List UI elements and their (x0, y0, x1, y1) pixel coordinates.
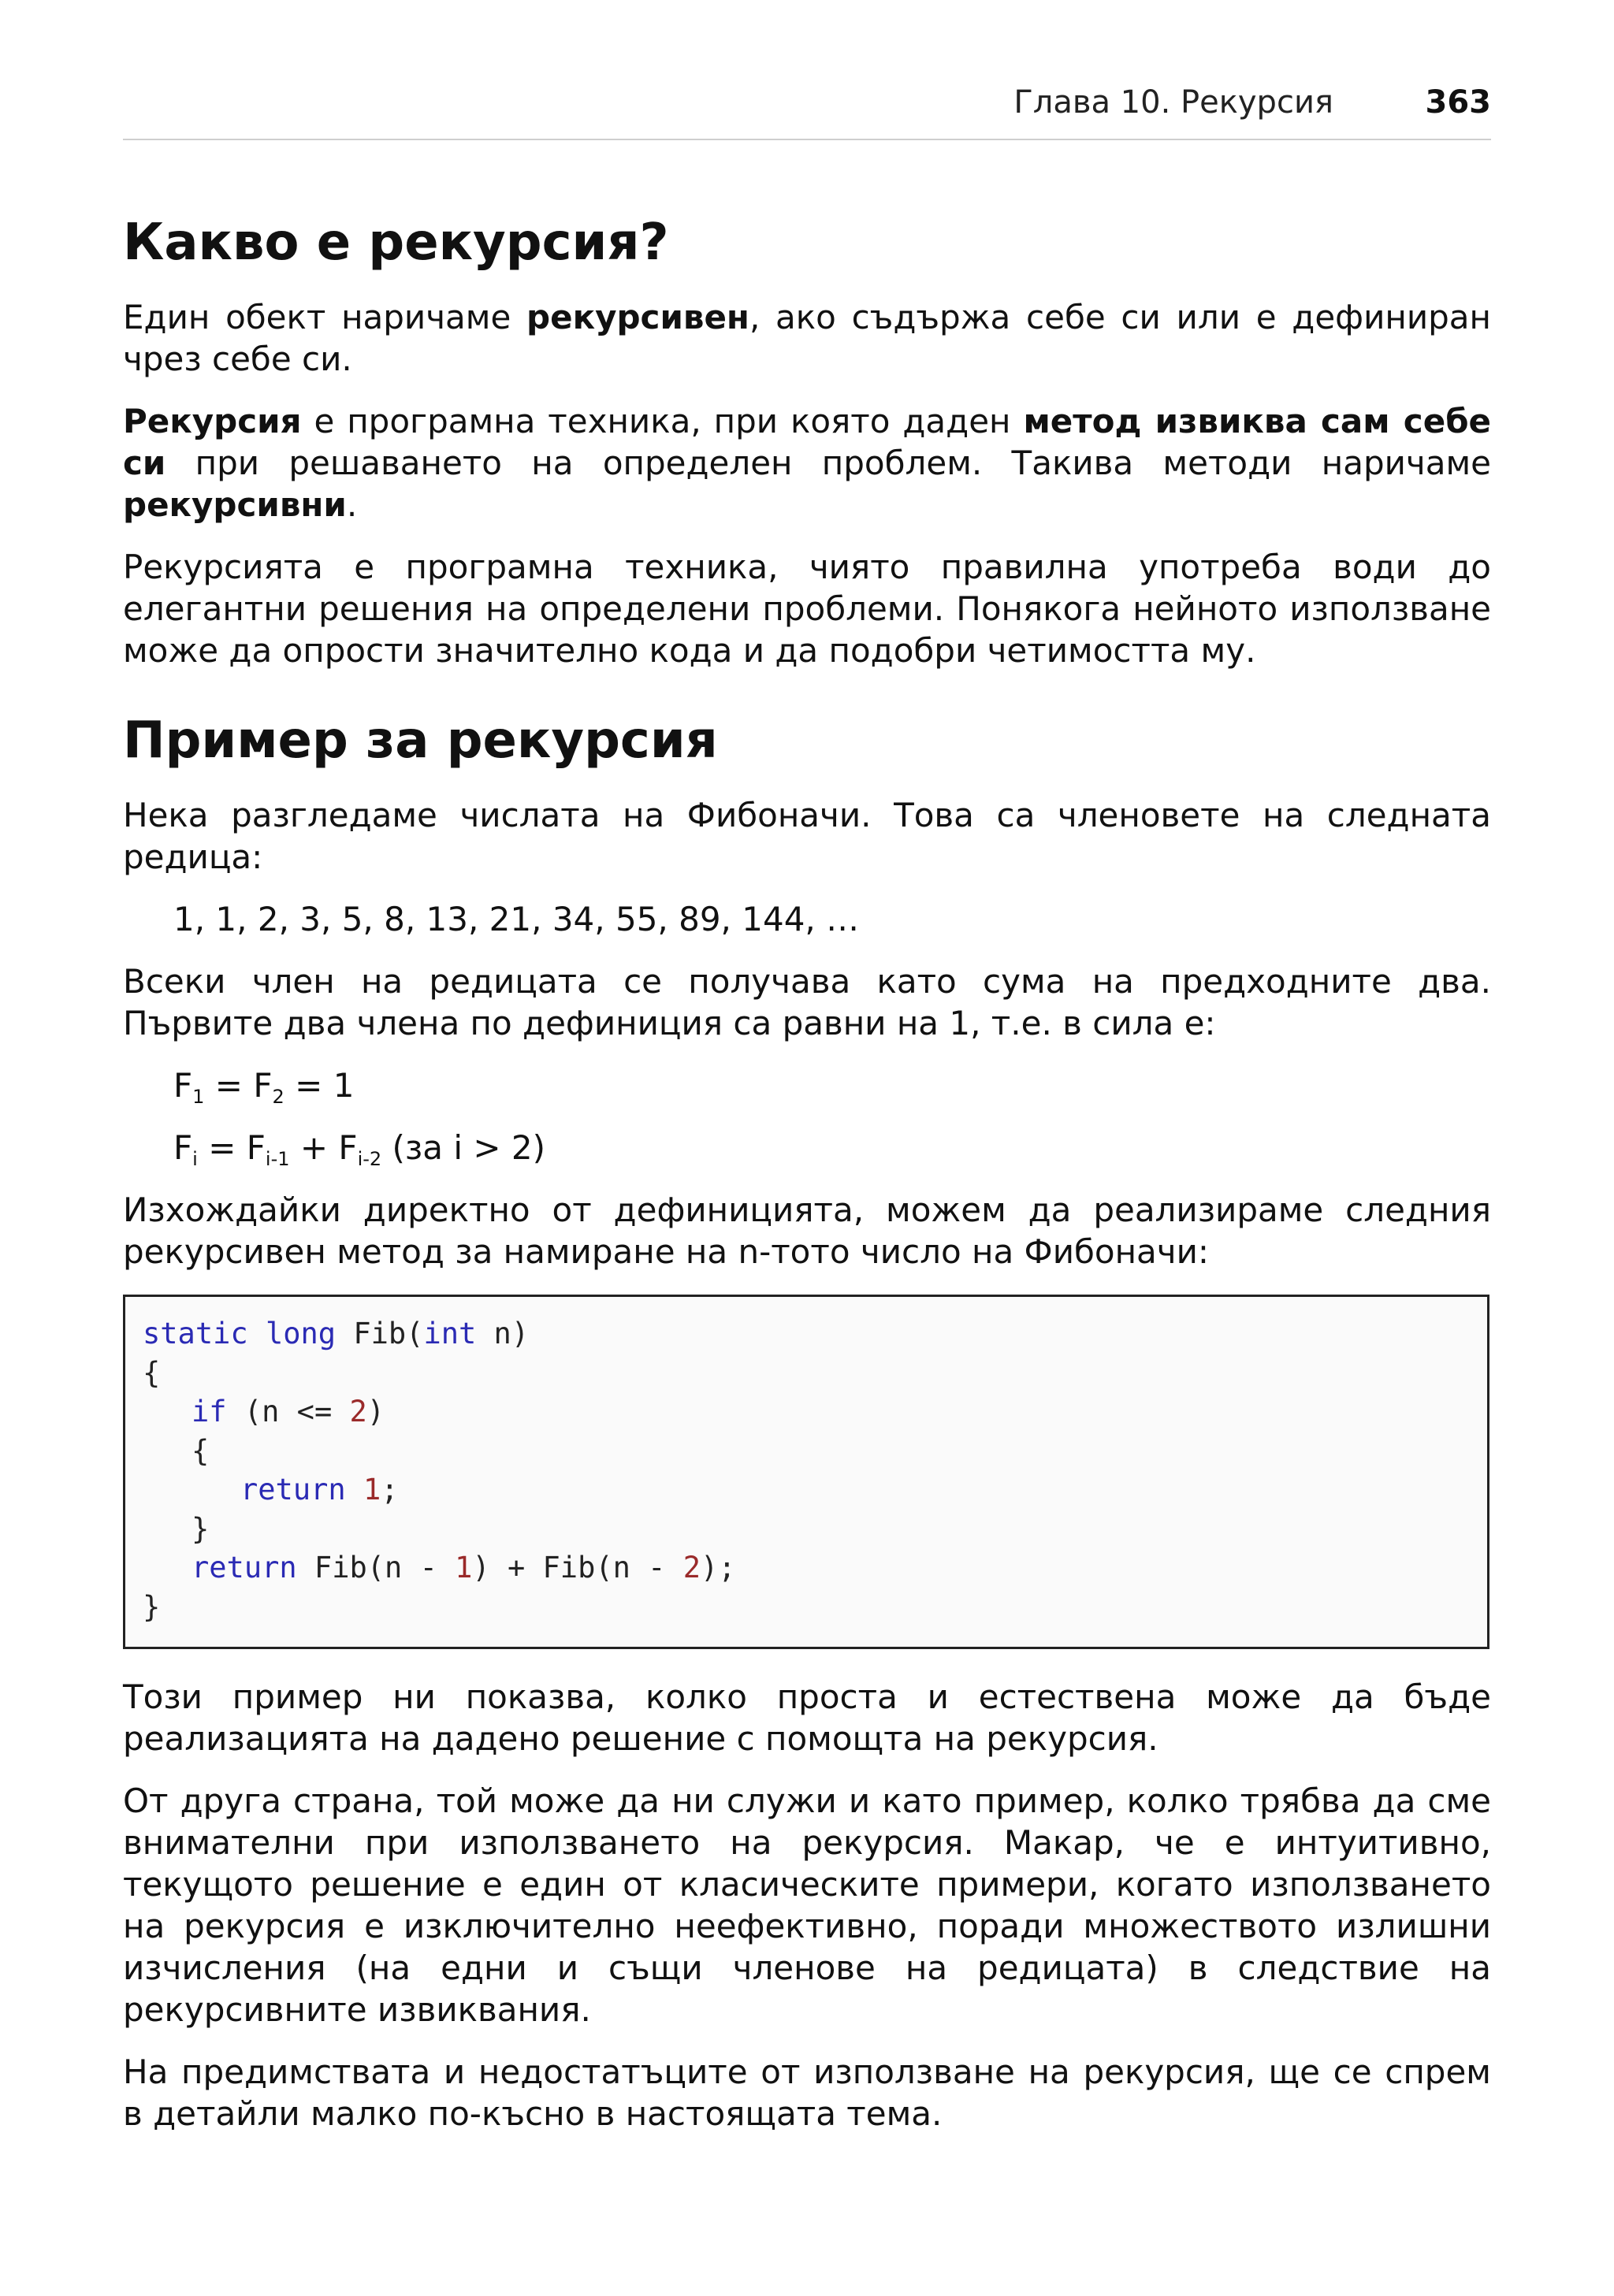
running-header (123, 82, 1491, 123)
page-content (123, 211, 1491, 2155)
paragraph-example-simplicity: Този пример ни показва, колко проста и естествена може да бъде реализацията на дадено решение с помощта на рекурсия. (123, 1677, 1491, 1758)
code-text: (n <= (226, 1395, 350, 1428)
bold-term: рекурсивен (526, 298, 749, 336)
code-line (143, 1470, 1470, 1510)
code-keyword: return (192, 1551, 297, 1585)
formula-subscript: i (192, 1148, 198, 1170)
code-line (143, 1314, 1470, 1354)
code-number: 1 (455, 1551, 473, 1585)
code-text: ) + Fib(n - (472, 1551, 683, 1585)
formula-part: = F (197, 1128, 266, 1167)
code-text: ) (366, 1395, 385, 1428)
code-text: n) (476, 1317, 530, 1350)
paragraph-fibonacci-rule: Всеки член на редицата се получава като сума на предходните два. Първите два члена по дефиниция са равни на 1, т.е. в сила е: (123, 962, 1491, 1042)
code-text: { (143, 1355, 161, 1390)
section-heading-recursion-example: Пример за рекурсия (123, 711, 718, 770)
code-keyword: return (240, 1473, 346, 1507)
formula-subscript: i-1 (265, 1148, 290, 1170)
paragraph-code-intro: Изхождайки директно от дефиницията, можем да реализираме следния рекурсивен метод за намиране на n-тото число на Фибоначи: (123, 1191, 1491, 1271)
code-listing (143, 1314, 1470, 1626)
code-block (123, 1295, 1489, 1649)
code-text: Fib( (336, 1317, 424, 1350)
formula-part: F (173, 1066, 193, 1105)
code-line (143, 1392, 1470, 1432)
code-keyword: if (192, 1395, 227, 1428)
code-text: ; (381, 1473, 399, 1507)
bold-term: Рекурсия (123, 402, 302, 440)
paragraph-example-inefficiency: От друга страна, той може да ни служи и като пример, колко трябва да сме внимателни при използването на рекурсия. Макар, че е интуитивно, текущото решение е един от класическите примери, когато използването на рекурсия е изключително неефективно, поради множеството излишни изчисления (на едни и същи членове на редицата) в следствие на рекурсивните извиквания. (123, 1781, 1491, 2029)
code-text: } (143, 1589, 161, 1624)
formula-part: (за i > 2) (381, 1128, 546, 1167)
code-text (346, 1473, 363, 1507)
code-number: 2 (682, 1551, 701, 1585)
text-span: е програмна техника, при която даден (301, 402, 1024, 440)
code-text: { (192, 1433, 210, 1468)
formula-subscript: 2 (272, 1086, 284, 1108)
text-span: Един обект наричаме (123, 298, 527, 336)
paragraph-definition (123, 296, 1491, 380)
text-span: , ако съдържа себе си или е дефиниран чрез себе си. (123, 298, 1491, 378)
fibonacci-sequence: 1, 1, 2, 3, 5, 8, 13, 21, 34, 55, 89, 144, … (173, 900, 860, 938)
code-keyword: int (423, 1317, 477, 1350)
section-heading-what-is-recursion: Какво е рекурсия? (123, 214, 669, 272)
formula-part: = F (204, 1066, 273, 1105)
code-number: 2 (349, 1395, 367, 1428)
paragraph-pros-cons: На предимствата и недостатъците от използване на рекурсия, ще се спрем в детайли малко по-късно в настоящата тема. (123, 2053, 1491, 2133)
bold-term: метод извиква сам себе си (123, 402, 1492, 482)
text-span: при решаването на определен проблем. Такива методи наричаме (165, 444, 1491, 482)
code-line (143, 1548, 1470, 1588)
bold-term: рекурсивни (123, 485, 347, 524)
code-keyword: long (265, 1317, 337, 1350)
formula-base-case (173, 1064, 1491, 1106)
paragraph-recursion-benefits: Рекурсията е програмна техника, чиято правилна употреба води до елегантни решения на определени проблеми. Понякога нейното използване може да опрости значително кода и да подобри четимостта му. (123, 548, 1491, 670)
code-text: Fib(n - (296, 1551, 456, 1585)
formula-subscript: 1 (192, 1086, 205, 1108)
code-text: } (192, 1511, 210, 1546)
formula-part: = 1 (284, 1066, 355, 1105)
text-span: . (346, 485, 358, 524)
code-text: ); (701, 1551, 736, 1585)
code-line (143, 1588, 1470, 1627)
paragraph-fibonacci-intro: Нека разгледаме числата на Фибоначи. Това са членовете на следната редица: (123, 796, 1491, 876)
code-text (248, 1317, 266, 1350)
formula-part: F (173, 1128, 193, 1167)
formula-part: + F (289, 1128, 358, 1167)
chapter-title: Глава 10. Рекурсия (1013, 84, 1333, 121)
code-line (143, 1432, 1470, 1471)
code-line (143, 1510, 1470, 1549)
formula-recurrence (173, 1127, 1491, 1168)
code-number: 1 (363, 1473, 381, 1507)
paragraph-recursion-technique (123, 400, 1491, 526)
code-keyword: static (143, 1317, 248, 1350)
code-line (143, 1354, 1470, 1393)
header-divider (123, 139, 1491, 140)
formula-subscript: i-2 (357, 1148, 382, 1170)
page-number: 363 (1425, 84, 1491, 121)
